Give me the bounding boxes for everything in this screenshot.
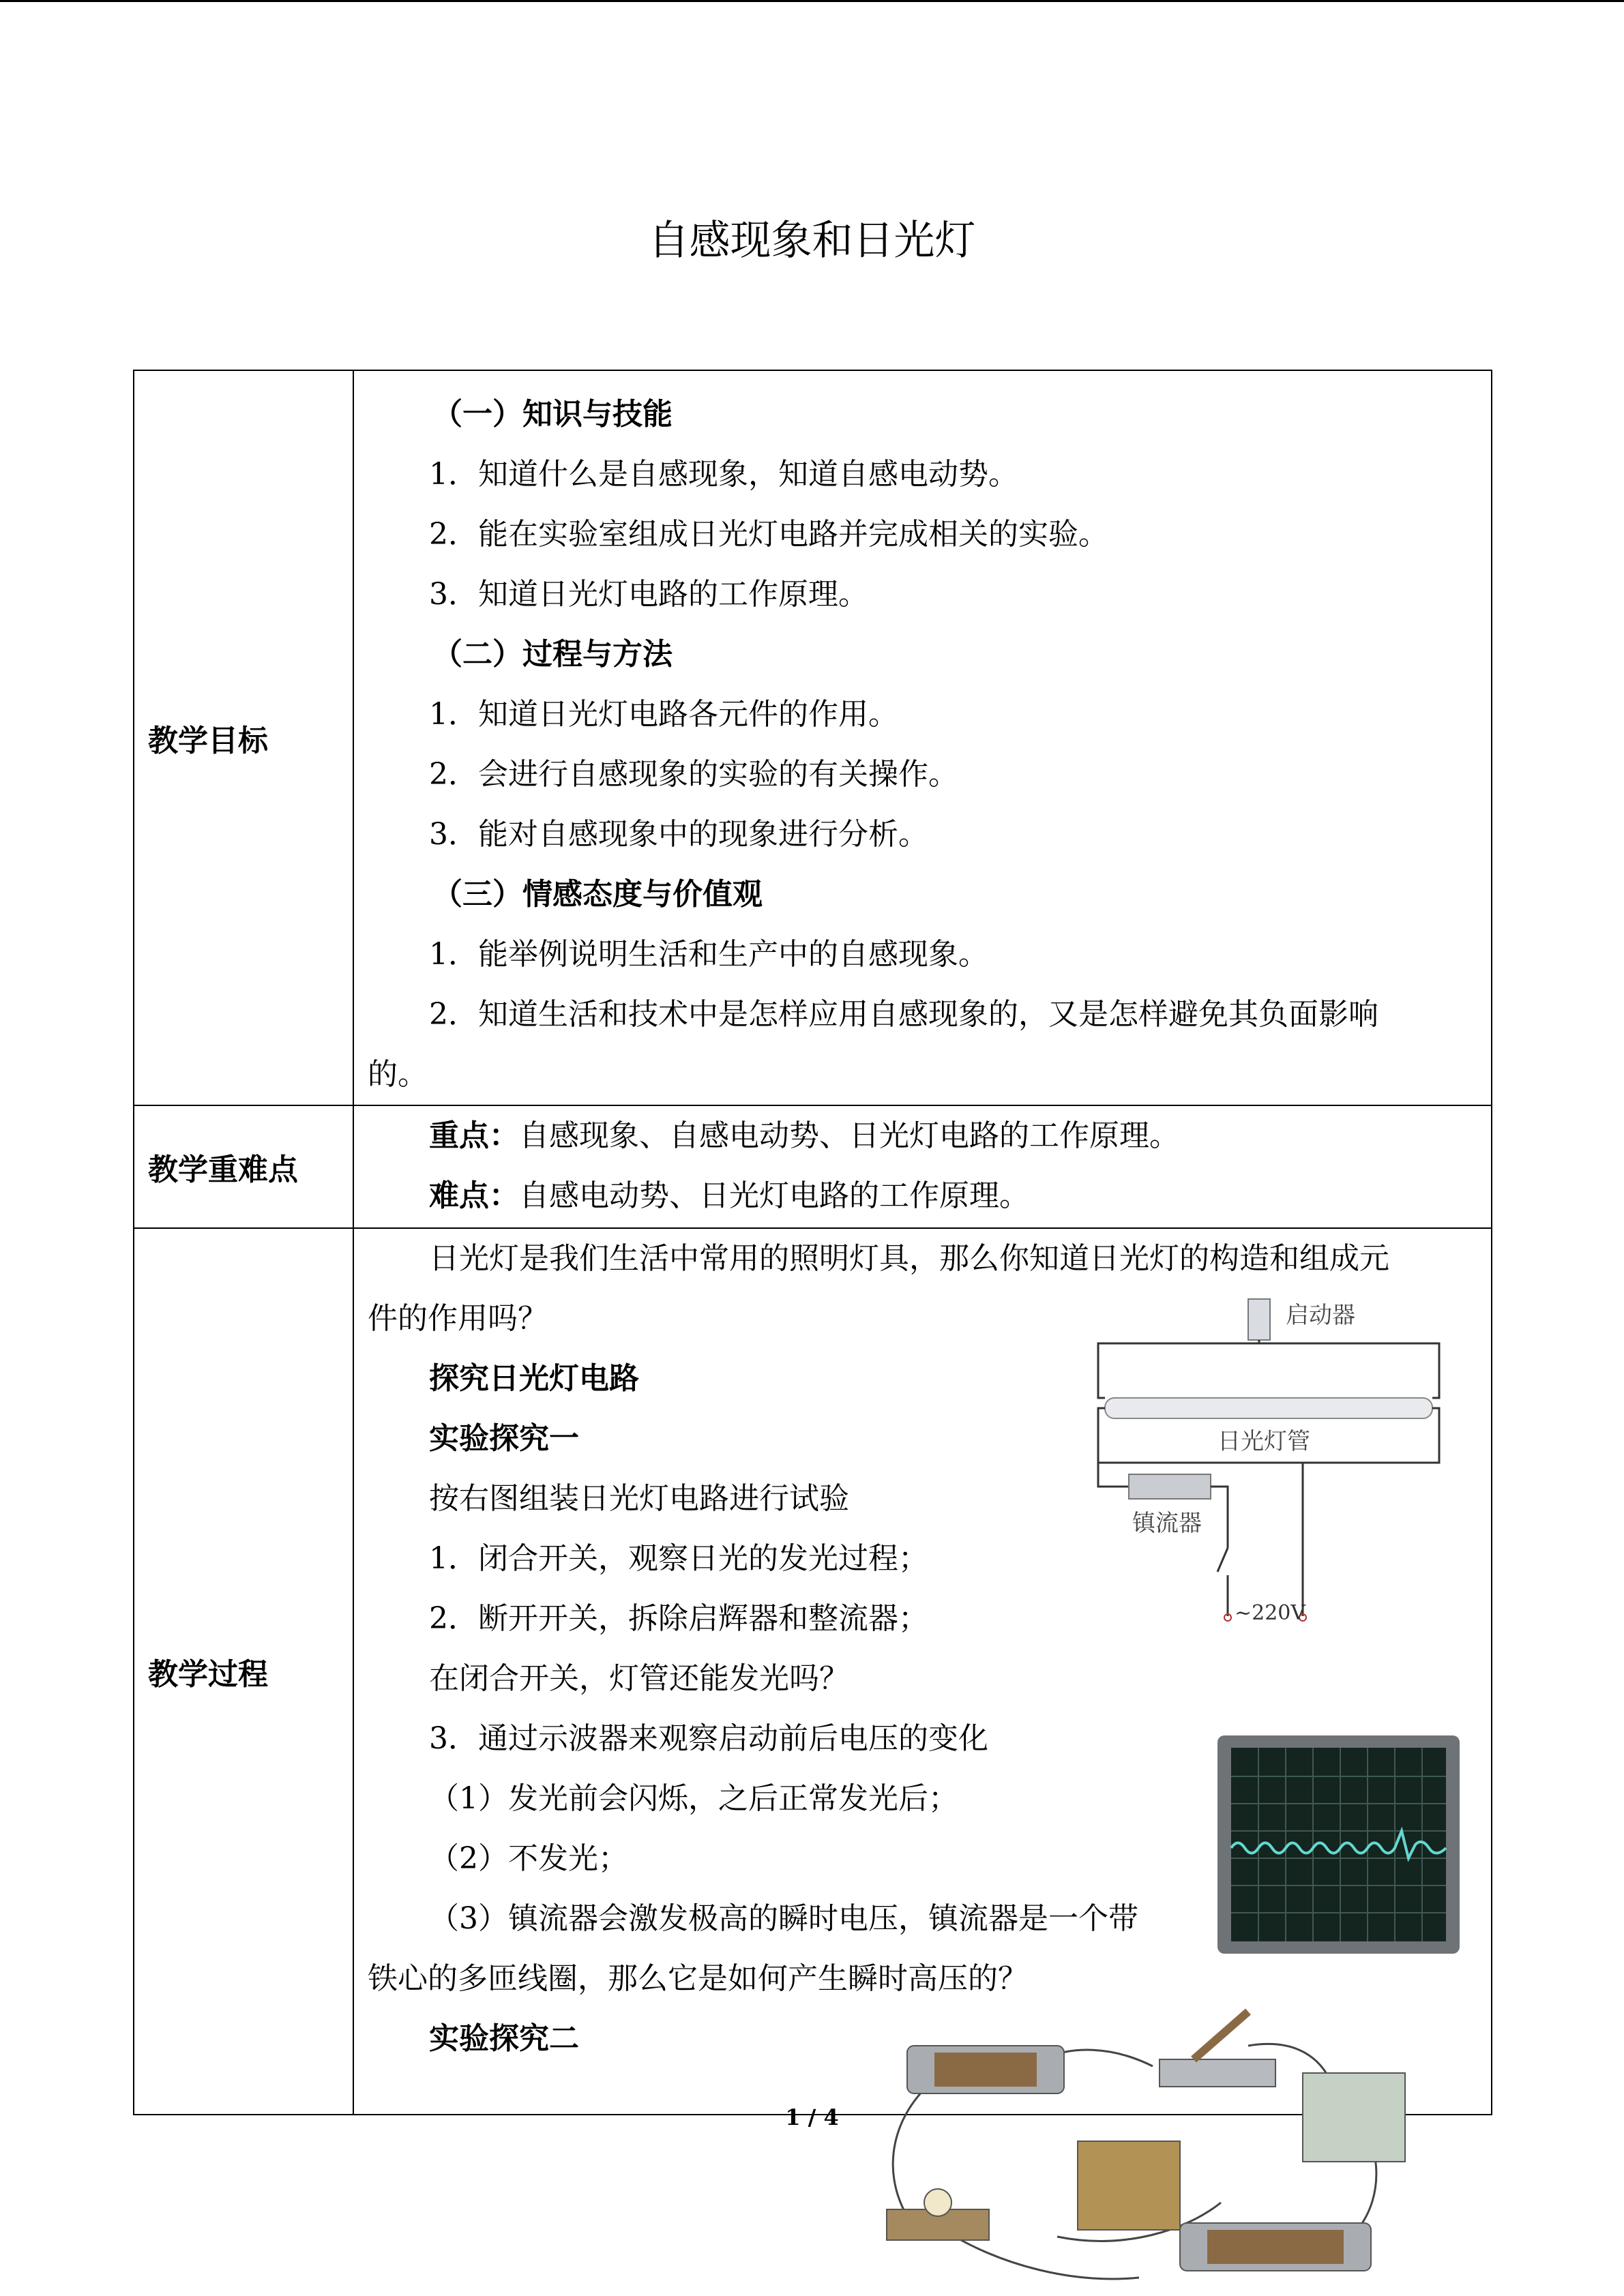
section-attitude-heading: （三）情感态度与价值观 (432, 877, 763, 912)
difficulty-label: 难点： (429, 1178, 519, 1213)
objective-line: 3．知道日光灯电路的工作原理。 (429, 577, 868, 612)
rheostat-coil (934, 2053, 1037, 2087)
table-row-key-points (134, 1105, 1492, 1228)
knife-switch-icon (1160, 2059, 1275, 2087)
inductor-coil-icon (1078, 2141, 1180, 2230)
objective-line: 2．会进行自感现象的实验的有关操作。 (429, 757, 958, 792)
switch-icon (1217, 1548, 1228, 1572)
process-line: 件的作用吗？ (368, 1301, 548, 1336)
row-label-process: 教学过程 (134, 1228, 353, 2115)
section-knowledge-heading: （一）知识与技能 (432, 397, 673, 432)
process-line: 日光灯是我们生活中常用的照明灯具，那么你知道日光灯的构造和组成元 (429, 1241, 1389, 1276)
page-number: 1 / 4 (785, 2104, 839, 2130)
key-points-content (353, 1105, 1492, 1228)
starter-label: 启动器 (1286, 1302, 1355, 1329)
objective-line: 1．知道日光灯电路各元件的作用。 (429, 697, 898, 732)
objective-line: 2．能在实验室组成日光灯电路并完成相关的实验。 (429, 517, 1108, 552)
lab-apparatus-image (866, 2005, 1426, 2296)
objective-line: 2．知道生活和技术中是怎样应用自感现象的，又是怎样避免其负面影响 (429, 997, 1378, 1032)
bulb-icon (924, 2189, 951, 2216)
objective-line: 的。 (368, 1057, 428, 1092)
page-title: 自感现象和日光灯 (648, 217, 976, 265)
oscilloscope-screen-image (1217, 1735, 1460, 1954)
table-row-objectives (134, 370, 1492, 1105)
objectives-content (353, 370, 1492, 1105)
objective-line: 1．知道什么是自感现象，知道自感电动势。 (429, 457, 1018, 492)
lamp-tube-icon (1105, 1398, 1432, 1418)
process-line: 1．闭合开关，观察日光的发光过程； (429, 1541, 928, 1576)
key-point-label: 重点： (429, 1118, 519, 1153)
process-line: 3．通过示波器来观察启动前后电压的变化 (429, 1721, 988, 1756)
voltage-label: ~220V (1235, 1601, 1306, 1625)
lamp-tube-label: 日光灯管 (1217, 1428, 1310, 1455)
objective-line: 1．能举例说明生活和生产中的自感现象。 (429, 937, 988, 972)
fluorescent-circuit-diagram (1091, 1296, 1446, 1630)
process-subheading: 实验探究二 (429, 2021, 579, 2056)
process-line: 2．断开开关，拆除启辉器和整流器； (429, 1601, 928, 1636)
process-line: 在闭合开关，灯管还能发光吗？ (429, 1661, 849, 1696)
row-label-key-points: 教学重难点 (134, 1105, 353, 1228)
section-process-heading: （二）过程与方法 (432, 637, 673, 672)
starter-component-icon (1248, 1299, 1270, 1340)
process-subheading: 实验探究一 (429, 1421, 579, 1456)
row-label-objectives: 教学目标 (134, 370, 353, 1105)
process-line: （3）镇流器会激发极高的瞬时电压，镇流器是一个带 (429, 1901, 1138, 1936)
process-line: （1）发光前会闪烁，之后正常发光后； (429, 1781, 958, 1816)
process-line: （2）不发光； (429, 1841, 628, 1876)
ballast-component-icon (1129, 1474, 1211, 1499)
rheostat-bottom-coil (1207, 2230, 1344, 2264)
process-line: 按右图组装日光灯电路进行试验 (429, 1481, 849, 1516)
objective-line: 3．能对自感现象中的现象进行分析。 (429, 817, 928, 852)
difficulty-text: 自感电动势、日光灯电路的工作原理。 (519, 1178, 1029, 1213)
process-subheading: 探究日光灯电路 (429, 1361, 639, 1396)
key-point-text: 自感现象、自感电动势、日光灯电路的工作原理。 (519, 1118, 1179, 1153)
knife-switch-handle (1194, 2012, 1248, 2059)
ballast-label: 镇流器 (1132, 1510, 1202, 1537)
process-line: 铁心的多匝线圈，那么它是如何产生瞬时高压的？ (368, 1961, 1028, 1996)
top-border-line (0, 0, 1624, 2)
